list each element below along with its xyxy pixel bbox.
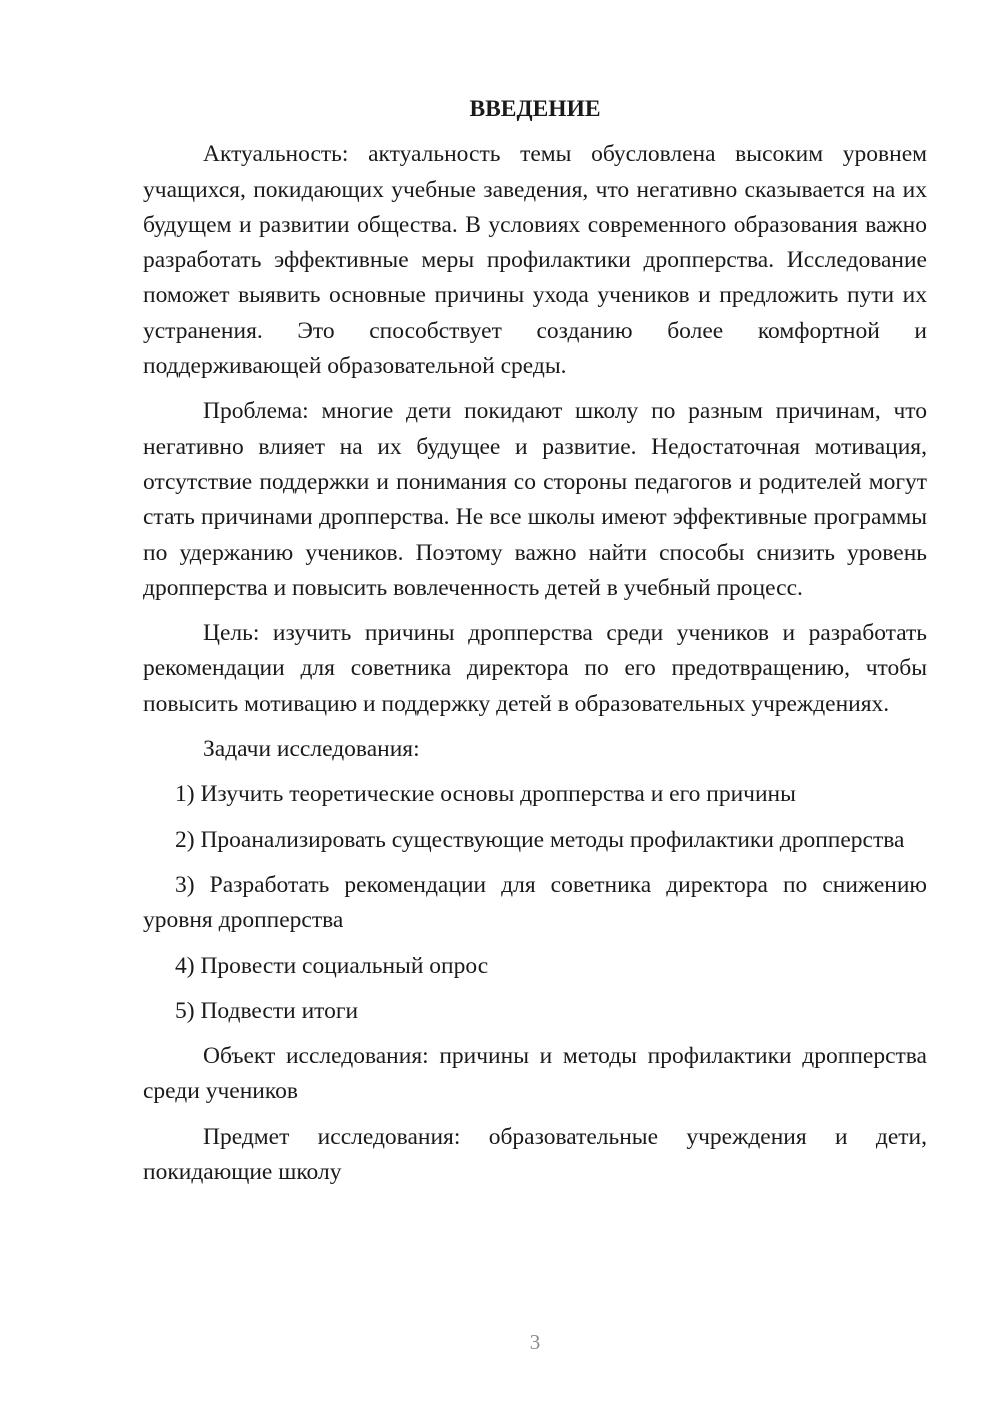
task-item: 4) Провести социальный опрос	[175, 952, 489, 979]
relevance-paragraph: Актуальность: актуальность темы обусловлена высоким уровнем учащихся, покидающих учебные заведения, что негативно сказывается на их будущем и развитии общества. В условиях современного образования важно разработать эффективные меры профилактики дропперства. Исследование поможет выявить основные причины ухода учеников и предложить пути их устранения. Это способствует созданию более комфортной и поддерживающей образовательной среды.	[143, 141, 927, 380]
task-item: 3) Разработать рекомендации для советника директора по снижению уровня дропперства	[143, 871, 927, 934]
page-number: 3	[529, 1330, 541, 1354]
research-subject-paragraph: Предмет исследования: образовательные учреждения и дети, покидающие школу	[143, 1123, 927, 1186]
task-item: 1) Изучить теоретические основы дропперства и его причины	[175, 781, 796, 808]
document-body	[143, 92, 927, 1200]
task-item: 5) Подвести итоги	[175, 997, 359, 1024]
goal-paragraph: Цель: изучить причины дропперства среди учеников и разработать рекомендации для советника директора по его предотвращению, чтобы повысить мотивацию и поддержку детей в образовательных учреждениях.	[143, 620, 927, 717]
page-title: ВВЕДЕНИЕ	[469, 96, 601, 122]
task-item: 2) Проанализировать существующие методы профилактики дропперства	[175, 826, 905, 853]
research-object-paragraph: Объект исследования: причины и методы профилактики дропперства среди учеников	[143, 1043, 927, 1105]
problem-paragraph: Проблема: многие дети покидают школу по разным причинам, что негативно влияет на их будущее и развитие. Недостаточная мотивация, отсутствие поддержки и понимания со стороны педагогов и родителей могут стать причинами дропперства. Не все школы имеют эффективные программы по удержанию учеников. Поэтому важно найти способы снизить уровень дропперства и повысить вовлеченность детей в учебный процесс.	[143, 398, 927, 601]
tasks-heading: Задачи исследования:	[203, 736, 420, 763]
